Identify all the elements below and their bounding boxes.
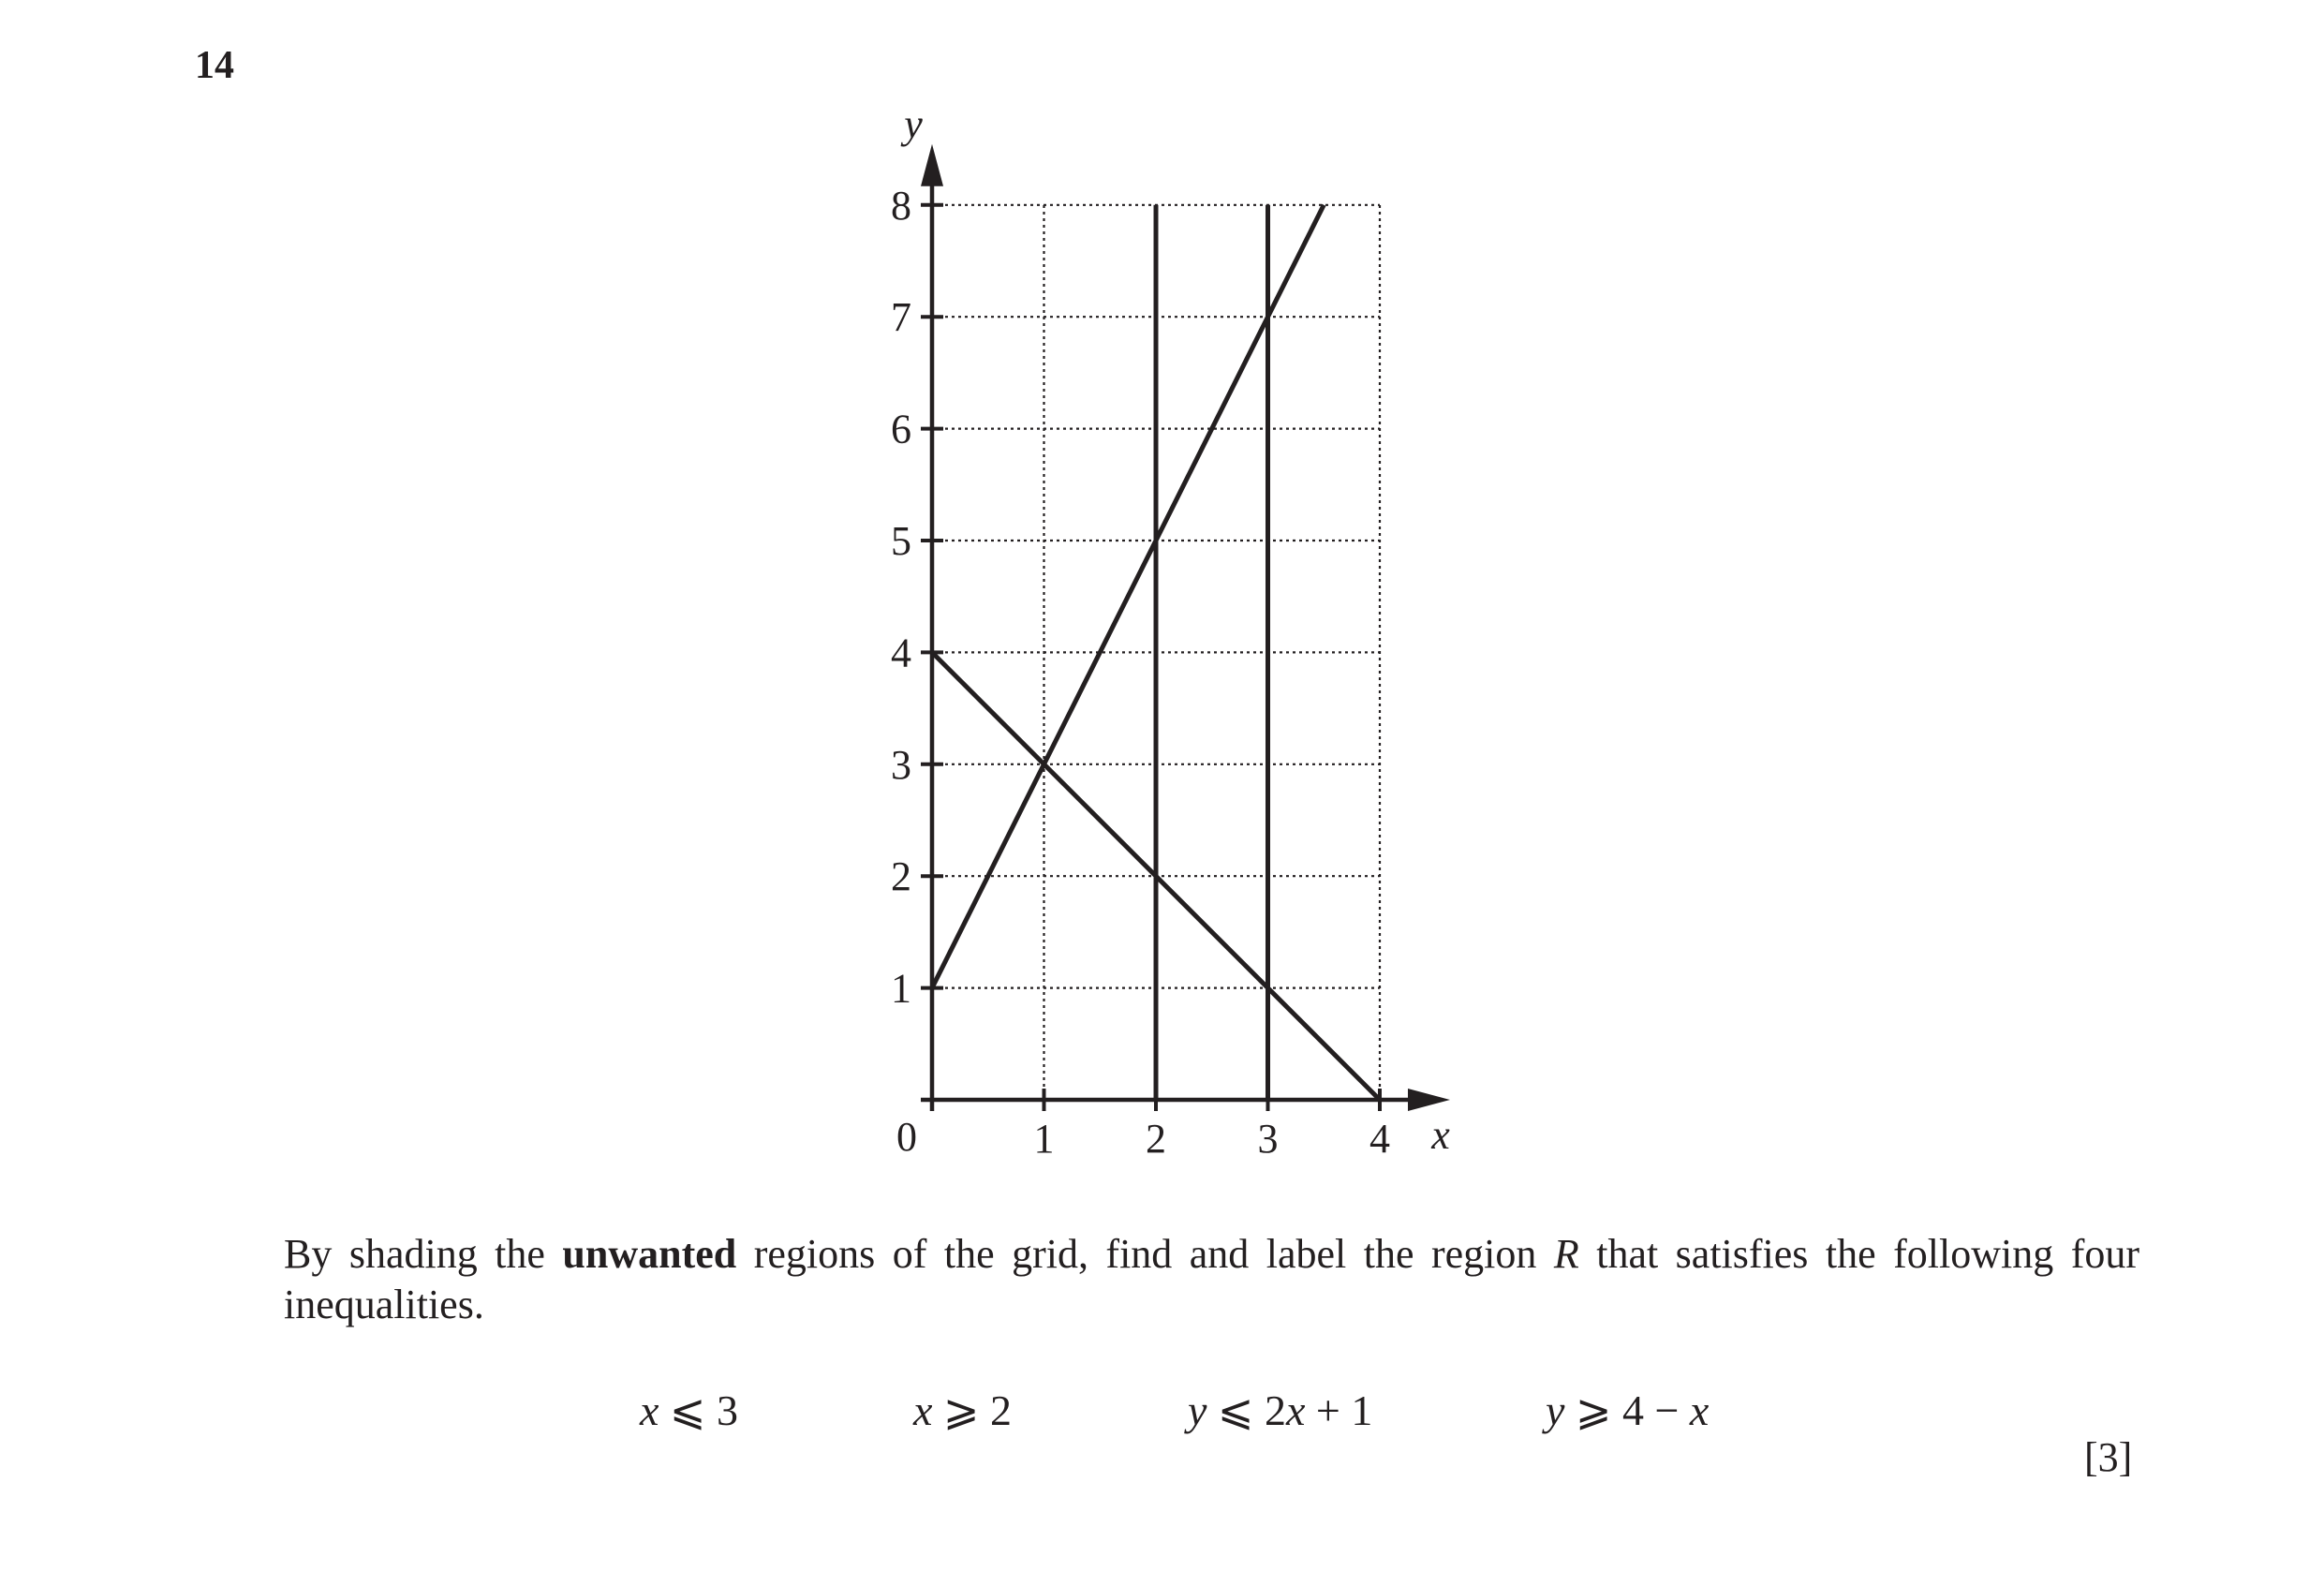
y-axis-label: y xyxy=(904,100,923,147)
prompt-text-start: By shading the xyxy=(284,1231,563,1277)
inequality-1 xyxy=(640,1385,738,1435)
x-tick-label: 1 xyxy=(1033,1116,1055,1162)
y-axis-arrow-icon xyxy=(921,144,943,186)
inequality-relation: ⩾ xyxy=(1564,1386,1622,1434)
inequality-4 xyxy=(1546,1385,1709,1435)
question-number: 14 xyxy=(195,44,234,87)
tick-labels xyxy=(891,101,1450,1162)
inequality-rhs: 4 − xyxy=(1621,1386,1690,1434)
prompt-text-middle: regions of the grid, find and label the region xyxy=(736,1231,1554,1277)
inequality-rhs: 2 xyxy=(989,1386,1012,1434)
x-axis-label: x xyxy=(1431,1112,1450,1158)
marks-allocation: [3] xyxy=(2084,1434,2133,1480)
y-tick-label: 3 xyxy=(891,741,911,788)
y-tick-label: 7 xyxy=(891,294,911,341)
region-label: R xyxy=(1553,1231,1579,1277)
x-axis-arrow-icon xyxy=(1408,1089,1450,1111)
y-tick-label: 1 xyxy=(891,965,911,1012)
inequality-3 xyxy=(1188,1385,1372,1435)
inequality-rhs-tail: + 1 xyxy=(1305,1386,1373,1434)
prompt-text-end: that satisfies the following four inequalities. xyxy=(284,1231,2139,1327)
y-tick-label: 4 xyxy=(891,630,911,676)
inequality-relation: ⩾ xyxy=(932,1386,990,1434)
inequality-variable: x xyxy=(913,1386,933,1434)
prompt-emphasis: unwanted xyxy=(562,1231,737,1277)
inequality-rhs: 2 xyxy=(1264,1386,1286,1434)
y-tick-label: 2 xyxy=(891,853,911,900)
graph-line xyxy=(932,205,1324,988)
x-tick-label: 4 xyxy=(1369,1116,1390,1162)
axes xyxy=(921,144,1450,1111)
inequality-rhs-variable: x xyxy=(1689,1386,1710,1434)
x-tick-label: 3 xyxy=(1257,1116,1279,1162)
y-tick-label: 5 xyxy=(891,518,911,564)
question-prompt xyxy=(284,1229,2139,1330)
inequality-variable: y xyxy=(1188,1386,1207,1434)
origin-label: 0 xyxy=(896,1114,917,1160)
inequality-relation: ⩽ xyxy=(1206,1386,1265,1434)
y-tick-label: 6 xyxy=(891,406,911,452)
inequality-rhs: 3 xyxy=(716,1386,738,1434)
x-tick-label: 2 xyxy=(1146,1116,1166,1162)
inequality-2 xyxy=(913,1385,1012,1435)
inequality-relation: ⩽ xyxy=(659,1386,717,1434)
inequality-variable: y xyxy=(1546,1386,1565,1434)
y-tick-label: 8 xyxy=(891,182,911,229)
inequality-variable: x xyxy=(640,1386,659,1434)
inequality-rhs-variable: x xyxy=(1285,1386,1306,1434)
